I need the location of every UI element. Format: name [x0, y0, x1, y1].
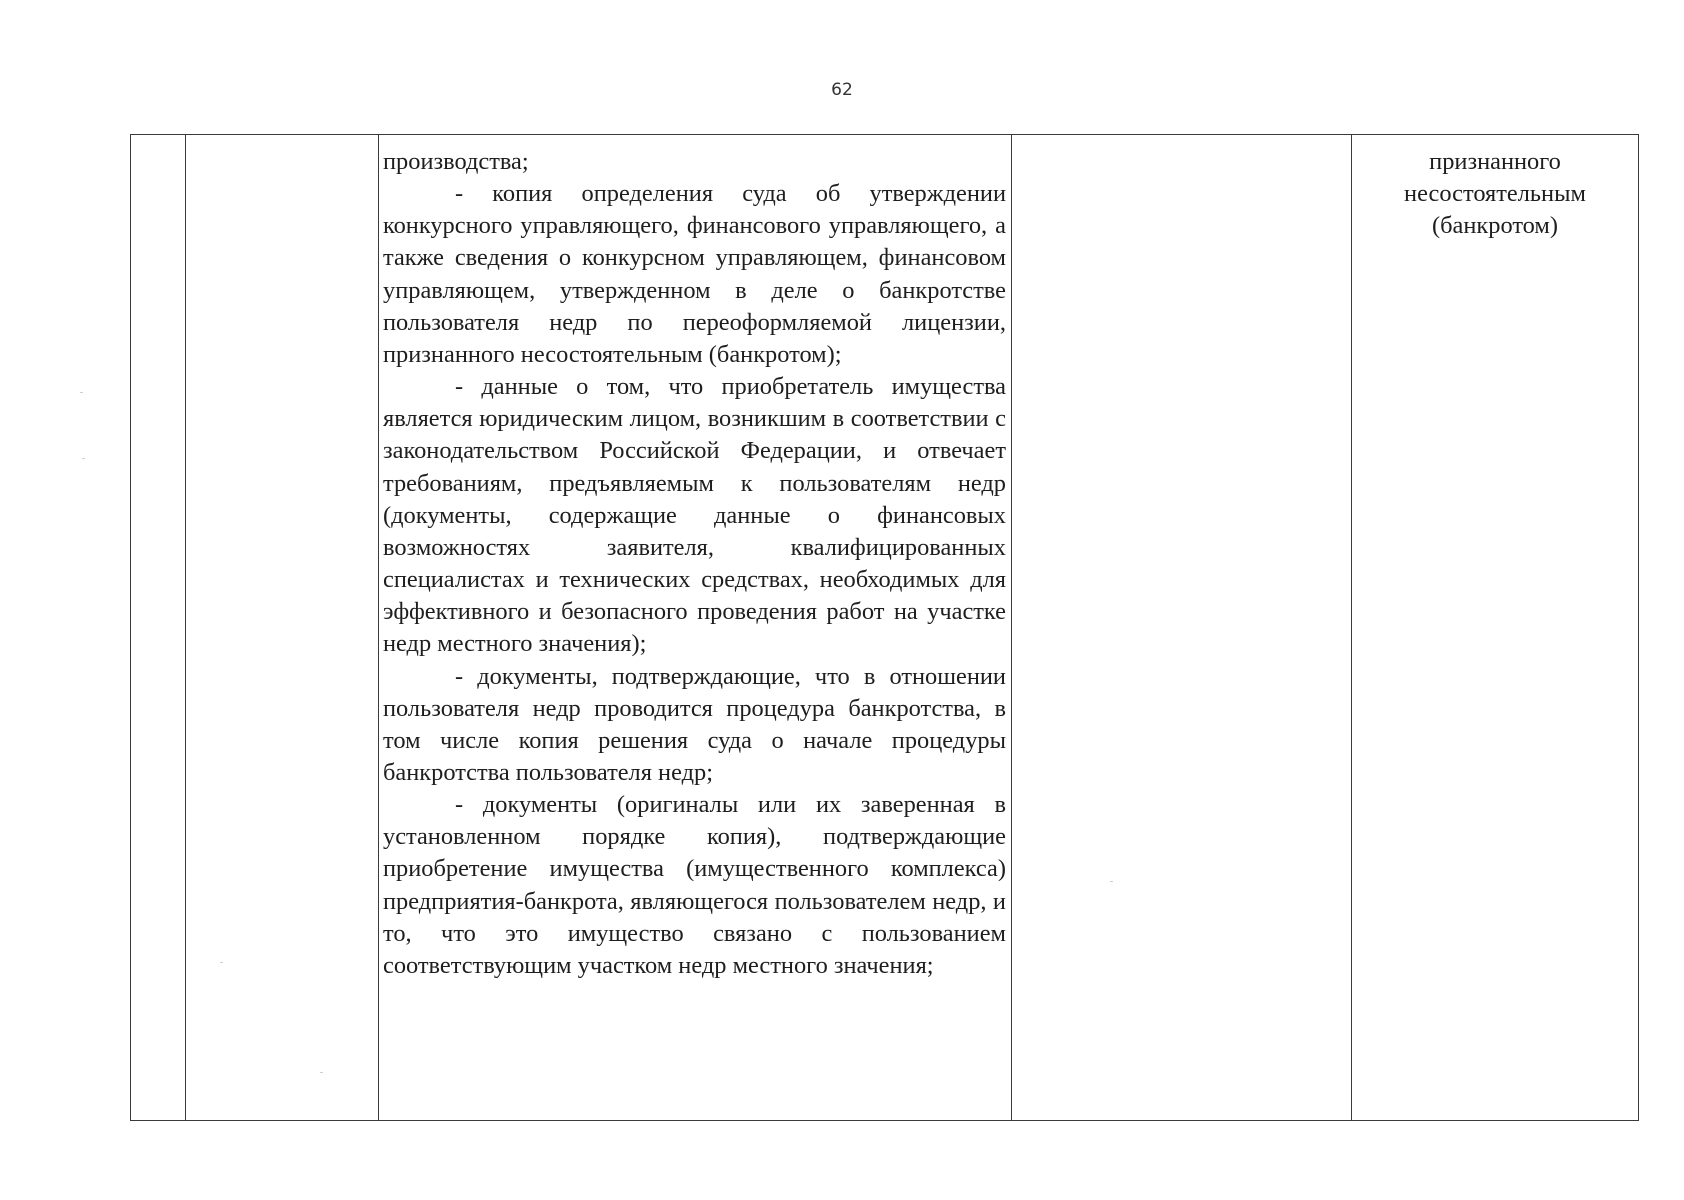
scan-speck	[80, 392, 83, 393]
page-number: 62	[831, 80, 853, 100]
documents-paragraph: - документы (оригиналы или их заверенная в установленном порядке копия), подтверждающие приобретение имущества (имущественного комплекса) предприятия-банкрота, являющегося пользователем недр, и то, что это имущество связано с пользованием соответствующим участком недр местного значения;	[383, 791, 1006, 979]
documents-text	[379, 135, 1011, 982]
table-row	[131, 135, 1639, 1121]
table-cell-empty	[1012, 135, 1352, 1121]
document-table	[130, 134, 1639, 1121]
table-cell-grounds	[1352, 135, 1639, 1121]
grounds-line: (банкротом)	[1432, 212, 1558, 240]
table-cell-name	[186, 135, 379, 1121]
table-cell-number	[131, 135, 186, 1121]
scan-speck	[82, 458, 85, 459]
table-cell-documents	[379, 135, 1012, 1121]
scan-speck	[1110, 881, 1113, 882]
scan-speck	[320, 1072, 323, 1073]
documents-paragraph: - документы, подтверждающие, что в отношении пользователя недр проводится процедура банкротства, в том числе копия решения суда о начале процедуры банкротства пользователя недр;	[383, 662, 1006, 786]
grounds-text	[1352, 135, 1638, 242]
documents-paragraph: производства;	[383, 148, 529, 175]
documents-paragraph: - данные о том, что приобретатель имущества является юридическим лицом, возникшим в соответствии с законодательством Российской Федерации, и отвечает требованиям, предъявляемым к пользователям недр (документы, содержащие данные о финансовых возможностях заявителя, квалифицированных специалистах и технических средствах, необходимых для эффективного и безопасного проведения работ на участке недр местного значения);	[383, 373, 1006, 658]
grounds-line: несостоятельным	[1404, 180, 1586, 208]
scan-speck	[220, 962, 223, 963]
documents-paragraph: - копия определения суда об утверждении конкурсного управляющего, финансового управляющего, а также сведения о конкурсном управляющем, финансовом управляющем, утвержденном в деле о банкротстве пользователя недр по переоформляемой лицензии, признанного несостоятельным (банкротом);	[383, 180, 1006, 368]
grounds-line: признанного	[1429, 148, 1561, 175]
